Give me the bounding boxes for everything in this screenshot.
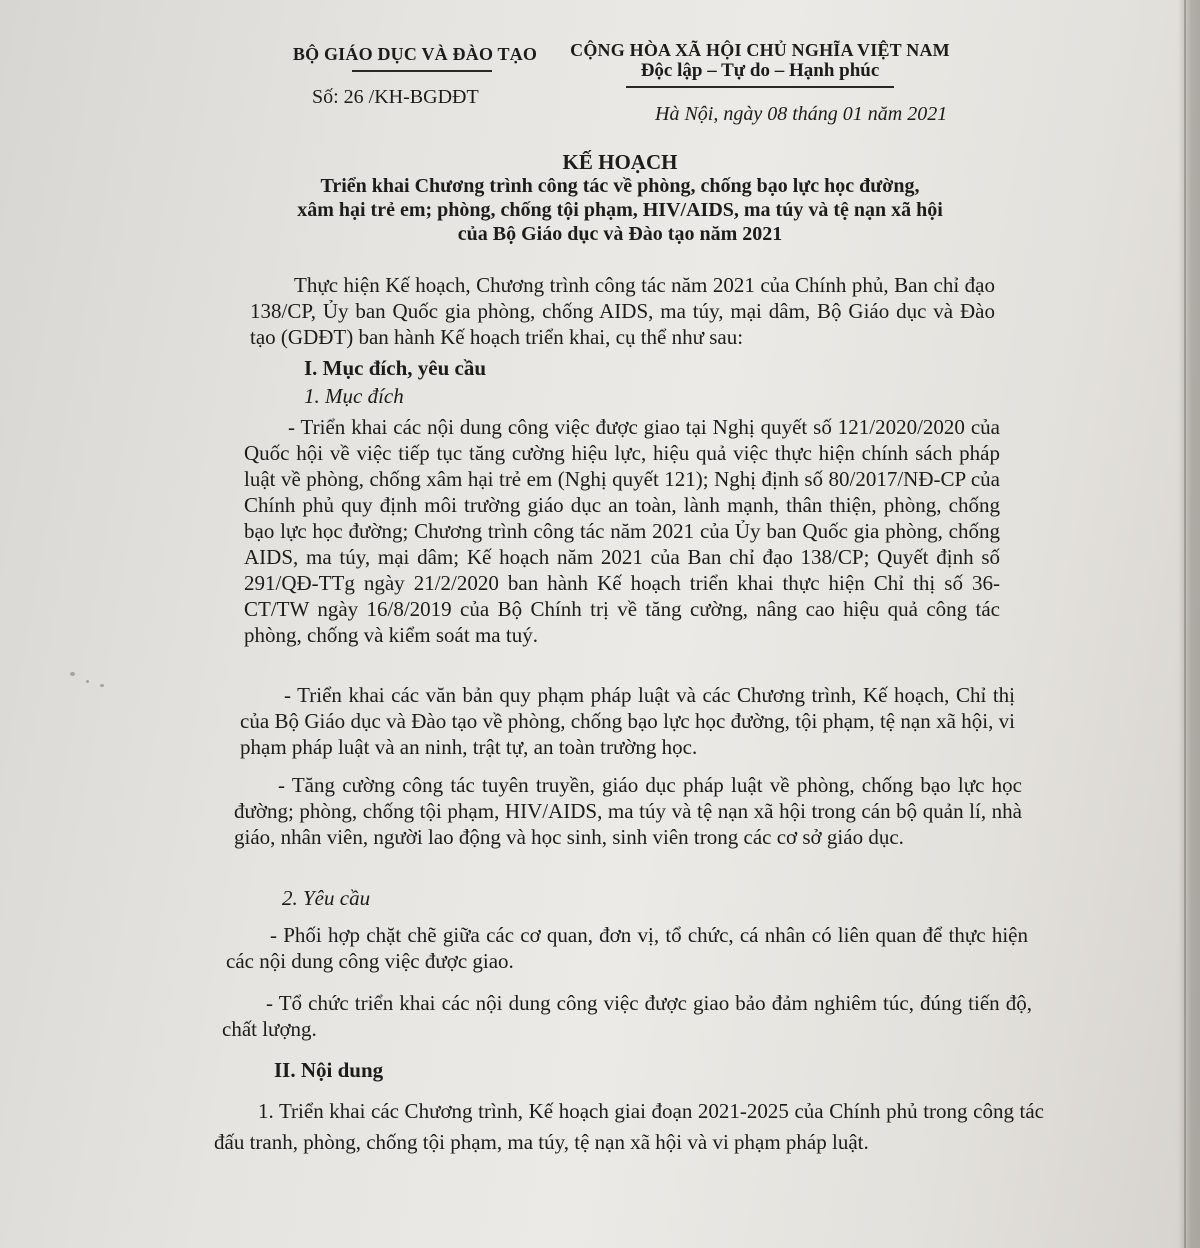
content-paragraph-1: 1. Triển khai các Chương trình, Kế hoạch giai đoạn 2021-2025 của Chính phủ trong công tác đấu tranh, phòng, chống tội phạm, ma túy, tệ nạn xã hội và vi phạm pháp luật. xyxy=(214,1099,1044,1154)
subtitle-line-3: của Bộ Giáo dục và Đào tạo năm 2021 xyxy=(457,223,783,245)
paper-smudge xyxy=(70,672,75,676)
subtitle-line-2: xâm hại trẻ em; phòng, chống tội phạm, HIV/AIDS, ma túy và tệ nạn xã hội xyxy=(297,199,943,221)
nation-name: CỘNG HÒA XÃ HỘI CHỦ NGHĨA VIỆT NAM xyxy=(570,40,950,60)
ministry-underline xyxy=(352,70,492,72)
section-1-heading: I. Mục đích, yêu cầu xyxy=(304,356,487,380)
document-title: KẾ HOẠCH xyxy=(562,150,678,174)
section-2-heading: II. Nội dung xyxy=(274,1058,384,1082)
section-1-1-heading: 1. Mục đích xyxy=(304,384,404,408)
date-line: Hà Nội, ngày 08 tháng 01 năm 2021 xyxy=(655,103,948,125)
national-motto: Độc lập – Tự do – Hạnh phúc xyxy=(640,60,880,81)
motto-underline xyxy=(626,86,894,88)
section-1-2-heading: 2. Yêu cầu xyxy=(282,886,371,910)
paper-smudge xyxy=(86,680,89,683)
document-subtitle xyxy=(240,174,1000,246)
purpose-paragraph-1: - Triển khai các nội dung công việc được giao tại Nghị quyết số 121/2020/2020 của Quốc hội về việc tiếp tục tăng cường hiệu lực, hiệu quả việc thực hiện chính sách pháp luật về phòng, chống xâm hại trẻ em (Nghị quyết 121); Nghị định số 80/2017/NĐ-CP của Chính phủ quy định môi trường giáo dục an toàn, lành mạnh, thân thiện, phòng, chống bạo lực học đường; Chương trình công tác năm 2021 của Ủy ban Quốc gia phòng, chống AIDS, ma túy, mại dâm; Kế hoạch năm 2021 của Ban chỉ đạo 138/CP; Quyết định số 291/QĐ-TTg ngày 21/2/2020 ban hành Kế hoạch triển khai thực hiện Chỉ thị số 36-CT/TW ngày 16/8/2019 của Bộ Chính trị về tăng cường, nâng cao hiệu quả công tác phòng, chống và kiểm soát ma tuý. xyxy=(244,415,1000,647)
purpose-paragraph-3: - Tăng cường công tác tuyên truyền, giáo dục pháp luật về phòng, chống bạo lực học đường; phòng, chống tội phạm, HIV/AIDS, ma túy và tệ nạn xã hội trong cán bộ quản lí, nhà giáo, nhân viên, người lao động và học sinh, sinh viên trong các cơ sở giáo dục. xyxy=(234,773,1022,849)
requirement-paragraph-1: - Phối hợp chặt chẽ giữa các cơ quan, đơn vị, tổ chức, cá nhân có liên quan để thực hiện các nội dung công việc được giao. xyxy=(226,923,1028,973)
paper-smudge xyxy=(100,684,104,687)
requirement-paragraph-2: - Tổ chức triển khai các nội dung công việc được giao bảo đảm nghiêm túc, đúng tiến độ, chất lượng. xyxy=(222,991,1032,1041)
subtitle-line-1: Triển khai Chương trình công tác về phòng, chống bạo lực học đường, xyxy=(320,175,920,197)
ministry-name: BỘ GIÁO DỤC VÀ ĐÀO TẠO xyxy=(292,44,538,64)
purpose-paragraph-2: - Triển khai các văn bản quy phạm pháp luật và các Chương trình, Kế hoạch, Chỉ thị của Bộ Giáo dục và Đào tạo về phòng, chống bạo lực học đường, tội phạm, tệ nạn xã hội, vi phạm pháp luật và an ninh, trật tự, an toàn trường học. xyxy=(240,683,1015,759)
intro-paragraph: Thực hiện Kế hoạch, Chương trình công tác năm 2021 của Chính phủ, Ban chỉ đạo 138/CP, Ủy ban Quốc gia phòng, chống AIDS, ma túy, mại dâm, Bộ Giáo dục và Đào tạo (GDĐT) ban hành Kế hoạch triển khai, cụ thể như sau: xyxy=(250,273,995,349)
reference-number: Số: 26 /KH-BGDĐT xyxy=(312,86,479,108)
